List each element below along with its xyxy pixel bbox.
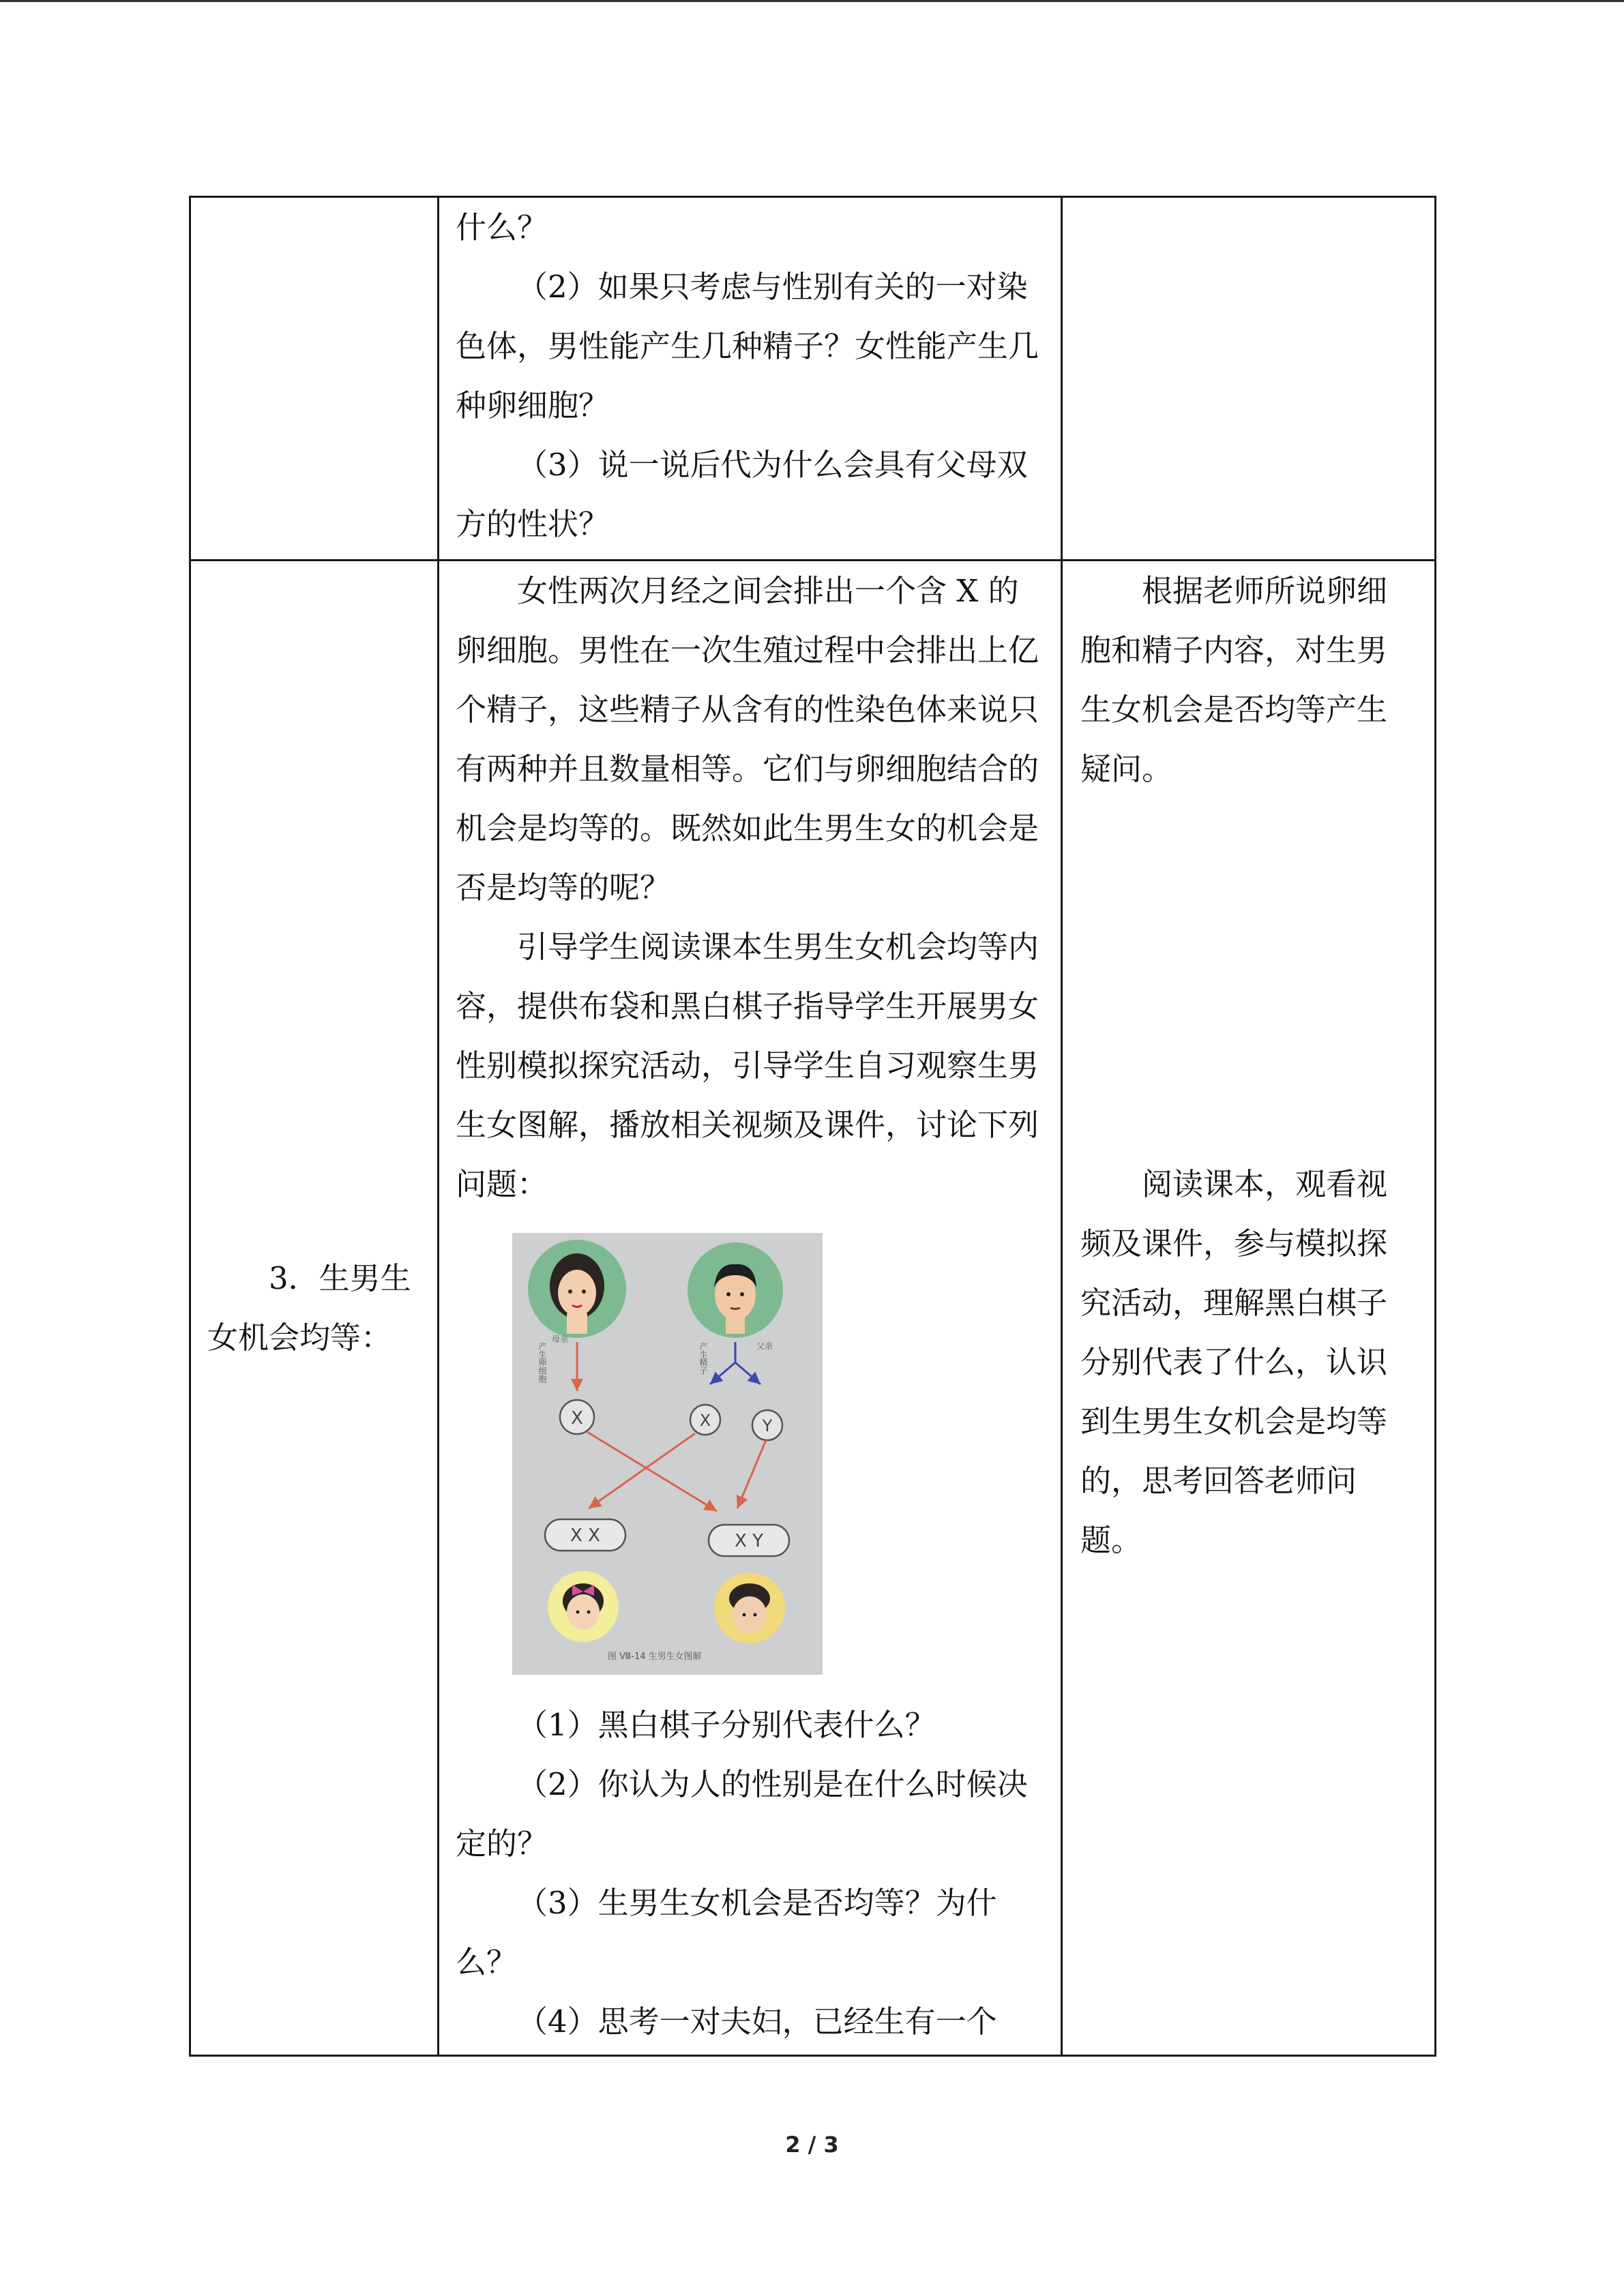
svg-text:Y: Y — [762, 1416, 773, 1435]
top-edge-rule — [0, 0, 1624, 2]
svg-text:X: X — [571, 1408, 583, 1429]
student-activity-cell — [1062, 561, 1436, 2056]
svg-text:X Y: X Y — [735, 1531, 763, 1551]
svg-text:X X: X X — [570, 1525, 600, 1546]
stage-cell — [190, 561, 439, 2056]
sperm-label: 产生精子 — [698, 1342, 708, 1375]
table-row — [190, 561, 1436, 2056]
question-item: （2）你认为人的性别是在什么时候决定的？ — [456, 1766, 1028, 1862]
teacher-activity-cell — [439, 561, 1062, 2056]
student-activity-cell — [1062, 197, 1436, 561]
girl-portrait-icon — [548, 1571, 619, 1642]
question-item: （3）生男生女机会是否均等？为什么？ — [456, 1885, 997, 1980]
paragraph: 女性两次月经之间会排出一个含 X 的卵细胞。男性在一次生殖过程中会排出上亿个精子，这些精子从含有的性染色体来说只有两种并且数量相等。它们与卵细胞结合的机会是均等的。既然如此生男生女的机会是否是均等的呢？ — [456, 573, 1039, 906]
question-item: （2）如果只考虑与性别有关的一对染色体，男性能产生几种精子？女性能产生几种卵细胞？ — [456, 269, 1039, 423]
father-portrait-icon — [688, 1242, 783, 1338]
egg-label: 产生卵细胞 — [537, 1342, 547, 1383]
lesson-plan-table — [189, 196, 1436, 2057]
paragraph: 根据老师所说卵细胞和精子内容，对生男生女机会是否均等产生疑问。 — [1080, 573, 1388, 787]
sperm-y-circle — [752, 1410, 782, 1440]
question-item: （1）黑白棋子分别代表什么？ — [517, 1707, 936, 1743]
stage-cell — [190, 197, 439, 561]
figure-caption: 图 Ⅷ-14 生男生女图解 — [608, 1652, 702, 1662]
zygote-xy-pill — [709, 1525, 789, 1556]
text-line: 什么？ — [456, 209, 548, 245]
boy-portrait-icon — [714, 1572, 785, 1643]
egg-x-circle — [560, 1400, 594, 1434]
sperm-x-circle — [690, 1405, 720, 1435]
page-number: 2 / 3 — [785, 2132, 839, 2158]
mother-portrait-icon — [528, 1240, 626, 1338]
question-item: （3）说一说后代为什么会具有父母双方的性状？ — [456, 447, 1028, 542]
father-label: 父亲 — [756, 1341, 773, 1351]
mother-label: 母亲 — [552, 1335, 569, 1344]
zygote-xx-pill — [545, 1519, 625, 1551]
sex-determination-figure — [512, 1233, 823, 1675]
teacher-activity-cell — [439, 197, 1062, 561]
svg-text:X: X — [699, 1411, 711, 1430]
paragraph: 引导学生阅读课本生男生女机会均等内容，提供布袋和黑白棋子指导学生开展男女性别模拟探究活动，引导学生自习观察生男生女图解，播放相关视频及课件，讨论下列问题： — [456, 929, 1039, 1202]
paragraph: 阅读课本，观看视频及课件，参与模拟探究活动，理解黑白棋子分别代表了什么，认识到生男生女机会是均等的，思考回答老师问题。 — [1080, 1166, 1388, 1558]
stage-title: 3．生男生女机会均等： — [207, 1260, 411, 1356]
table-row — [190, 197, 1436, 561]
question-item: （4）思考一对夫妇，已经生有一个 — [517, 2003, 997, 2040]
